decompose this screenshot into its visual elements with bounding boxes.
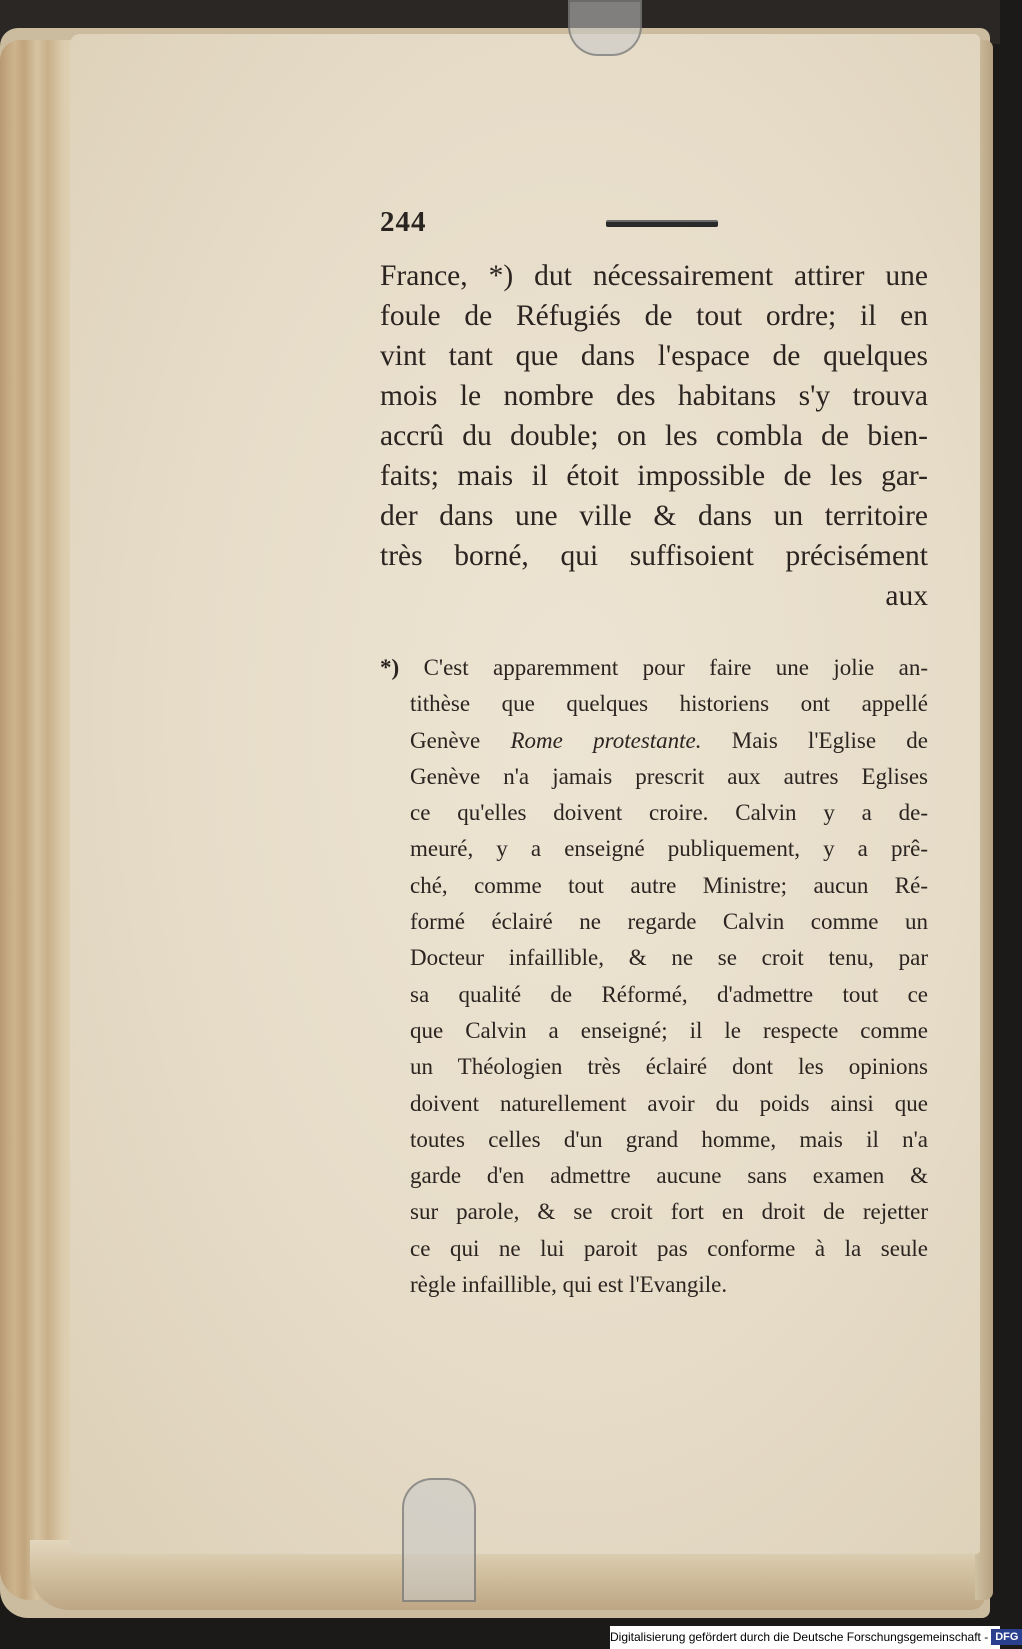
footnote-line: garde d'en admettre aucune sans examen & [410, 1163, 928, 1189]
body-line: mois le nombre des habitans s'y trouva [380, 380, 928, 412]
footnote-italic: Rome protestante. [510, 727, 702, 753]
page-number: 244 [380, 206, 427, 238]
dfg-logo: DFG [991, 1629, 1022, 1645]
body-line: vint tant que dans l'espace de quelques [380, 340, 928, 372]
footnote-marker: *) [380, 655, 400, 680]
footnote-line: que Calvin a enseigné; il le respecte comme [410, 1017, 928, 1043]
footnote-line: règle infaillible, qui est l'Evangile. [410, 1272, 728, 1298]
body-line: faits; mais il étoit impossible de les gar- [380, 460, 928, 492]
body-text [380, 256, 928, 616]
footnote-text: Mais l'Eglise de [731, 727, 928, 753]
footnote-line: ce qu'elles doivent croire. Calvin y a de- [410, 800, 928, 826]
body-line: accrû du double; on les combla de bien- [380, 420, 928, 452]
footnote-line: sur parole, & se croit fort en droit de rejetter [410, 1199, 928, 1225]
book-clip-bottom [402, 1478, 476, 1602]
body-line: France, *) dut nécessairement attirer une [380, 260, 928, 292]
footnote-line: tithèse que quelques historiens ont appellé [410, 691, 928, 717]
catchword: aux [885, 580, 928, 612]
page-edges-left [0, 40, 80, 1600]
caption-text: Digitalisierung gefördert durch die Deutsche Forschungsgemeinschaft - [610, 1630, 989, 1644]
footnote-text: C'est apparemment pour faire une jolie an- [423, 655, 929, 680]
body-line: der dans une ville & dans un territoire [380, 500, 928, 532]
footnote-line [380, 650, 928, 686]
footnote-line [410, 723, 928, 759]
footnote-line: ché, comme tout autre Ministre; aucun Ré- [410, 872, 928, 898]
body-line: très borné, qui suffisoient précisément [380, 540, 928, 572]
footnote-line: formé éclairé ne regarde Calvin comme un [410, 909, 928, 935]
footnote-line: meuré, y a enseigné publiquement, y a prê- [410, 836, 928, 862]
header-rule [606, 220, 718, 227]
footnote-line: Docteur infaillible, & ne se croit tenu, par [410, 945, 928, 971]
footnote-line: Genève n'a jamais prescrit aux autres Eglises [410, 763, 928, 789]
footnote-line: doivent naturellement avoir du poids ainsi que [410, 1090, 928, 1116]
footnote-line: ce qui ne lui paroit pas conforme à la seule [410, 1235, 928, 1261]
footnote-line: un Théologien très éclairé dont les opinions [410, 1054, 928, 1080]
book-clip-top [568, 0, 642, 56]
body-line: foule de Réfugiés de tout ordre; il en [380, 300, 928, 332]
footnote [380, 650, 929, 1303]
footnote-text: Genève [410, 727, 481, 753]
footnote-line: sa qualité de Réformé, d'admettre tout ce [410, 981, 928, 1007]
page-header [380, 206, 928, 242]
footnote-line: toutes celles d'un grand homme, mais il n'a [410, 1126, 928, 1152]
digitization-caption [610, 1626, 1019, 1649]
